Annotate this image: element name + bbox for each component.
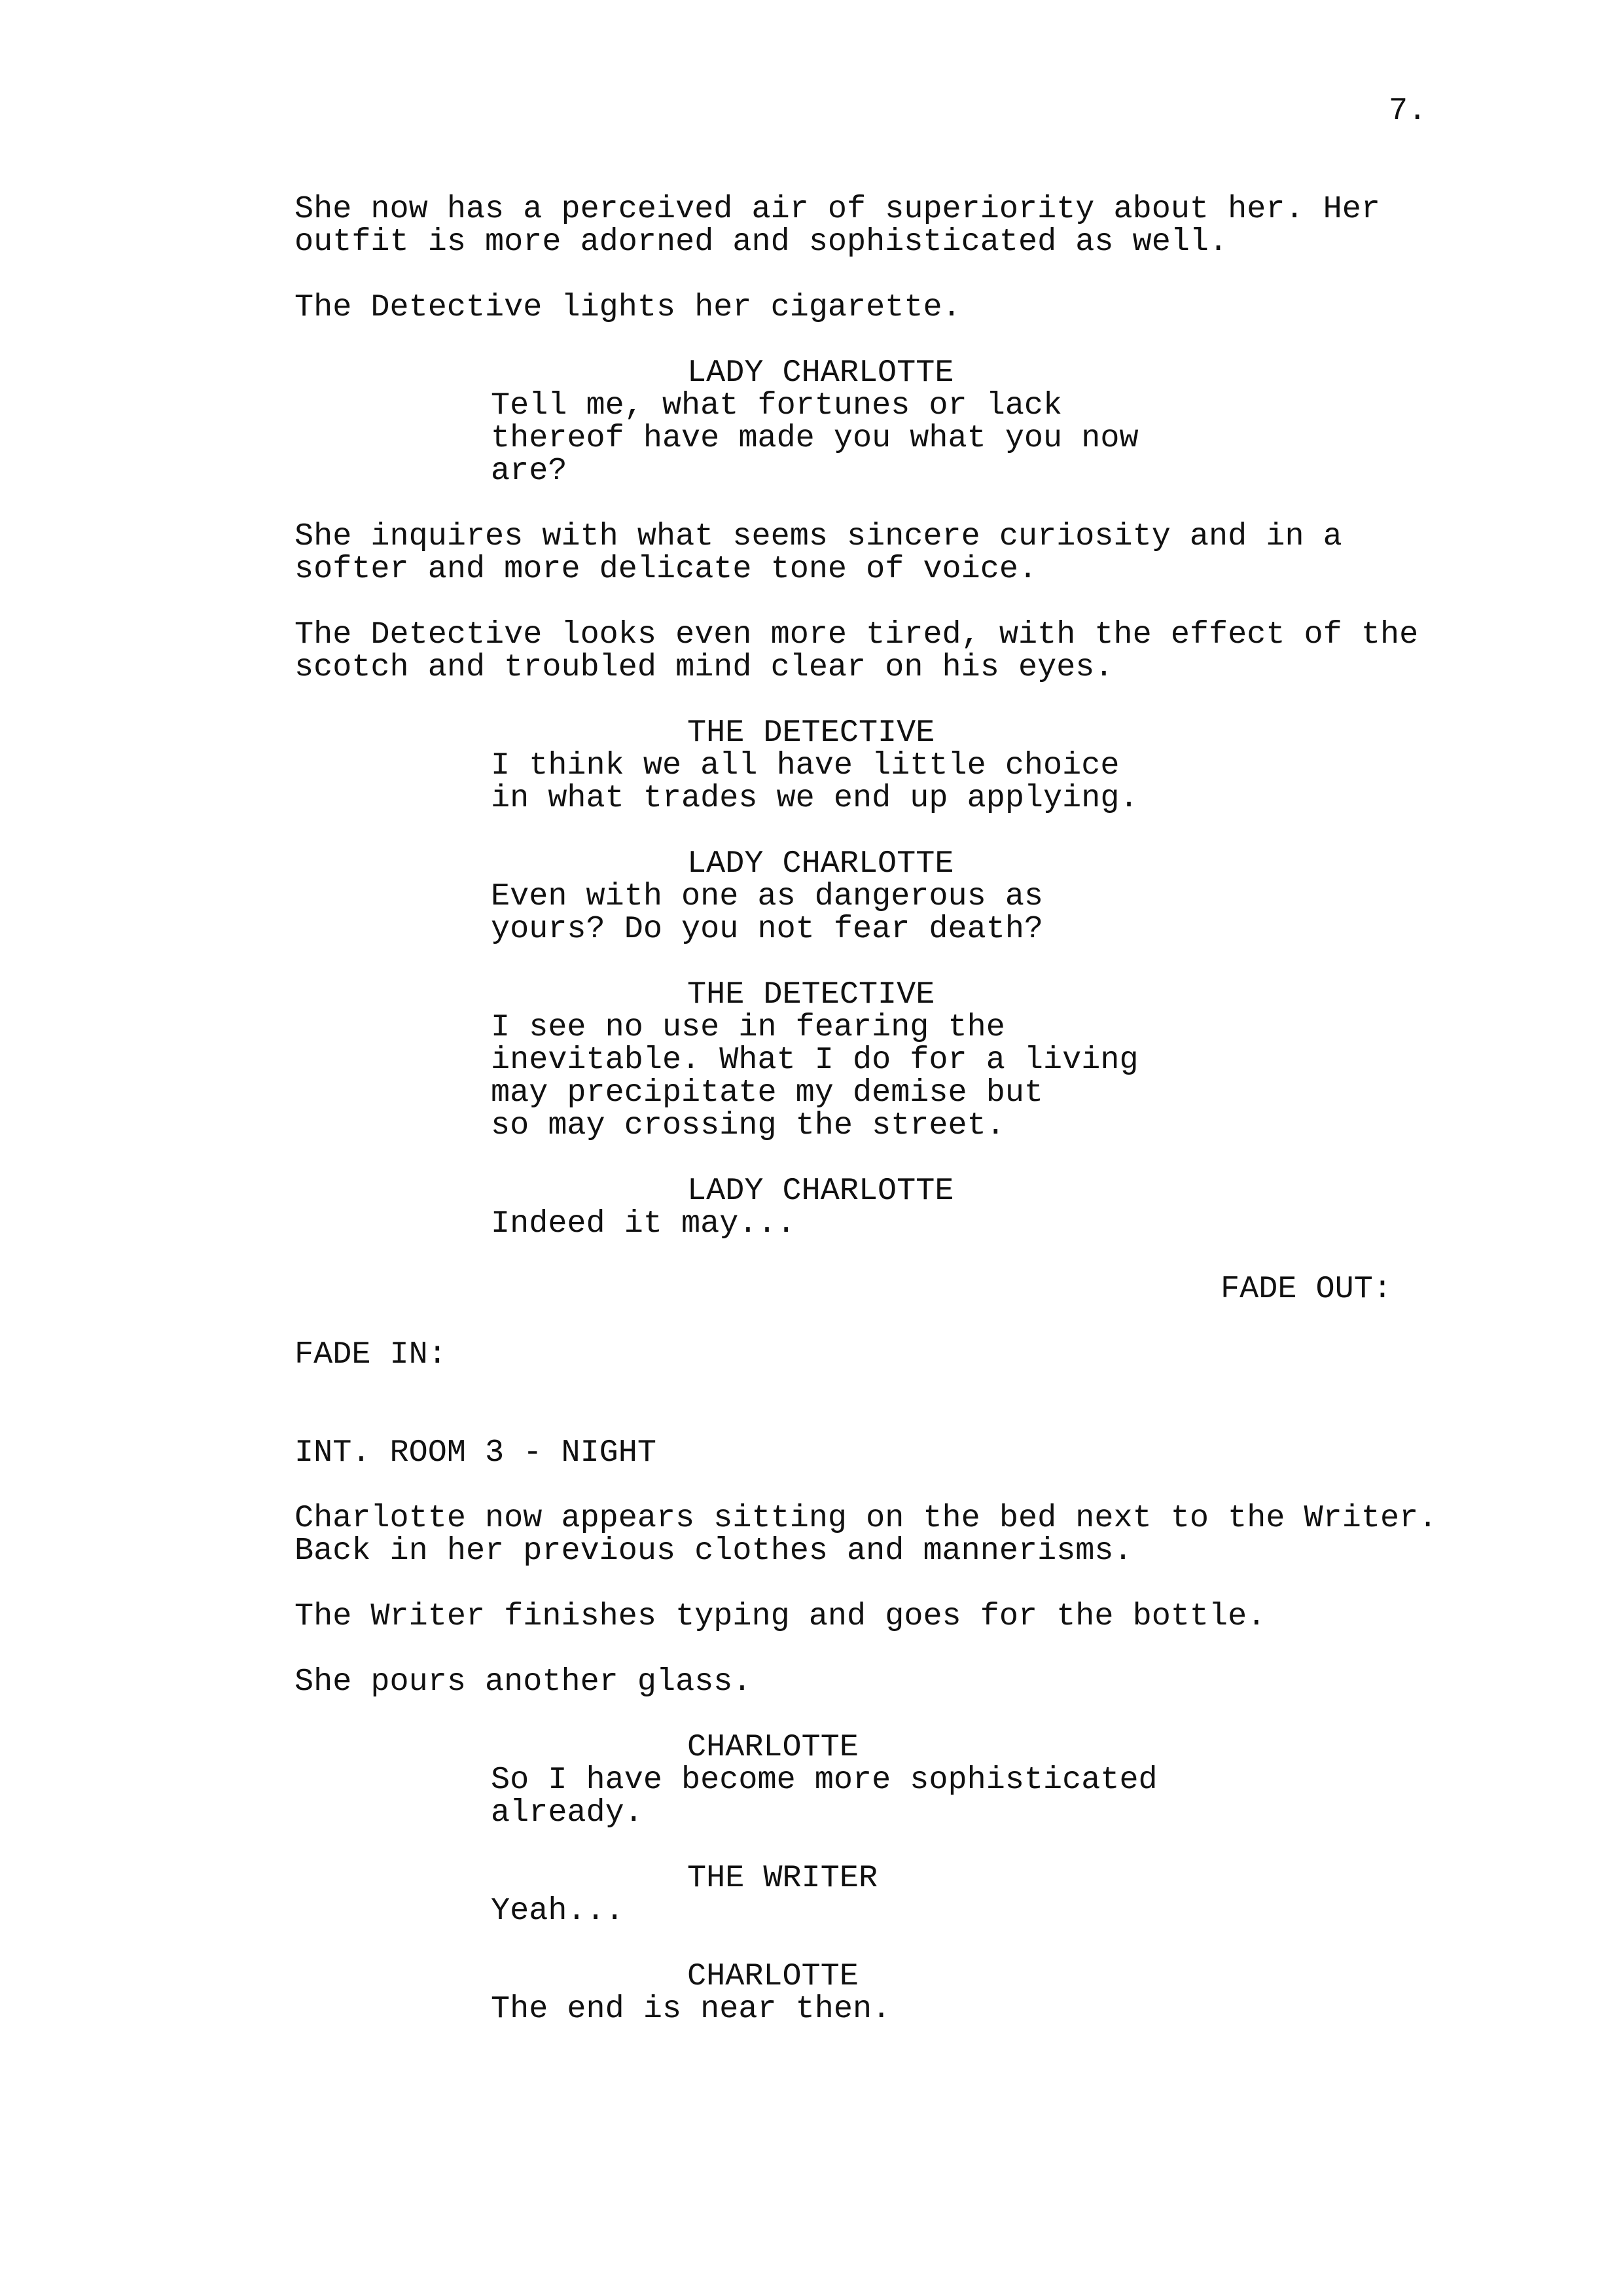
dialogue-block (491, 880, 1472, 946)
dialogue-line: so may crossing the street. (491, 1107, 1005, 1143)
transition-text: FADE OUT: (1221, 1271, 1392, 1307)
scene-heading-text: INT. ROOM 3 - NIGHT (294, 1435, 656, 1471)
action-block (294, 193, 1472, 259)
action-line: The Detective looks even more tired, with the effect of the (294, 617, 1419, 653)
dialogue-line: I see no use in fearing the (491, 1009, 1005, 1045)
character-name: LADY CHARLOTTE (687, 846, 954, 882)
dialogue-block (491, 1895, 1472, 1928)
action-line: softer and more delicate tone of voice. (294, 551, 1038, 587)
character-cue (687, 978, 1472, 1011)
character-cue (687, 1731, 1472, 1764)
transition (1221, 1273, 1472, 1306)
action-line: She now has a perceived air of superiority about her. Her (294, 191, 1380, 227)
character-cue (687, 1960, 1472, 1993)
character-cue (687, 1862, 1472, 1895)
dialogue-line: I think we all have little choice (491, 747, 1120, 783)
dialogue-block (491, 1764, 1472, 1829)
action-line: She pours another glass. (294, 1664, 752, 1700)
dialogue-line: Indeed it may... (491, 1206, 796, 1242)
action-line: scotch and troubled mind clear on his eyes. (294, 649, 1114, 685)
character-name: CHARLOTTE (687, 1729, 859, 1765)
action-block (294, 1338, 1472, 1371)
character-cue (687, 1175, 1472, 1208)
action-line: FADE IN: (294, 1336, 447, 1372)
character-cue (687, 357, 1472, 389)
character-name: THE WRITER (687, 1860, 878, 1896)
dialogue-block (491, 1993, 1472, 2026)
dialogue-line: The end is near then. (491, 1991, 891, 2027)
action-block (294, 619, 1472, 684)
dialogue-block (491, 389, 1472, 488)
page-number: 7. (1389, 93, 1427, 129)
dialogue-line: thereof have made you what you now (491, 420, 1139, 456)
action-line: The Detective lights her cigarette. (294, 289, 961, 325)
action-block (294, 1600, 1472, 1633)
action-block (294, 1502, 1472, 1568)
character-name: CHARLOTTE (687, 1958, 859, 1994)
dialogue-line: already. (491, 1795, 643, 1831)
dialogue-line: So I have become more sophisticated (491, 1762, 1158, 1798)
scene-heading (294, 1437, 1472, 1469)
character-name: THE DETECTIVE (687, 715, 935, 751)
action-line: outfit is more adorned and sophisticated as well. (294, 224, 1228, 260)
action-line: The Writer finishes typing and goes for the bottle. (294, 1598, 1266, 1634)
screenplay-body (294, 193, 1472, 2026)
dialogue-block (491, 1208, 1472, 1240)
action-line: Back in her previous clothes and mannerisms. (294, 1533, 1133, 1569)
dialogue-line: inevitable. What I do for a living (491, 1042, 1139, 1078)
dialogue-line: Even with one as dangerous as (491, 878, 1044, 914)
action-block (294, 1666, 1472, 1698)
character-cue (687, 717, 1472, 749)
character-name: LADY CHARLOTTE (687, 1173, 954, 1209)
action-line: Charlotte now appears sitting on the bed next to the Writer. (294, 1500, 1438, 1536)
character-name: THE DETECTIVE (687, 977, 935, 1013)
dialogue-line: are? (491, 453, 567, 489)
character-name: LADY CHARLOTTE (687, 355, 954, 391)
action-block (294, 291, 1472, 324)
character-cue (687, 848, 1472, 880)
dialogue-block (491, 749, 1472, 815)
dialogue-line: Yeah... (491, 1893, 624, 1929)
dialogue-line: may precipitate my demise but (491, 1075, 1044, 1111)
action-line: She inquires with what seems sincere curiosity and in a (294, 518, 1342, 554)
dialogue-line: Tell me, what fortunes or lack (491, 387, 1063, 423)
dialogue-block (491, 1011, 1472, 1142)
dialogue-line: yours? Do you not fear death? (491, 911, 1044, 947)
dialogue-line: in what trades we end up applying. (491, 780, 1139, 816)
action-block (294, 520, 1472, 586)
